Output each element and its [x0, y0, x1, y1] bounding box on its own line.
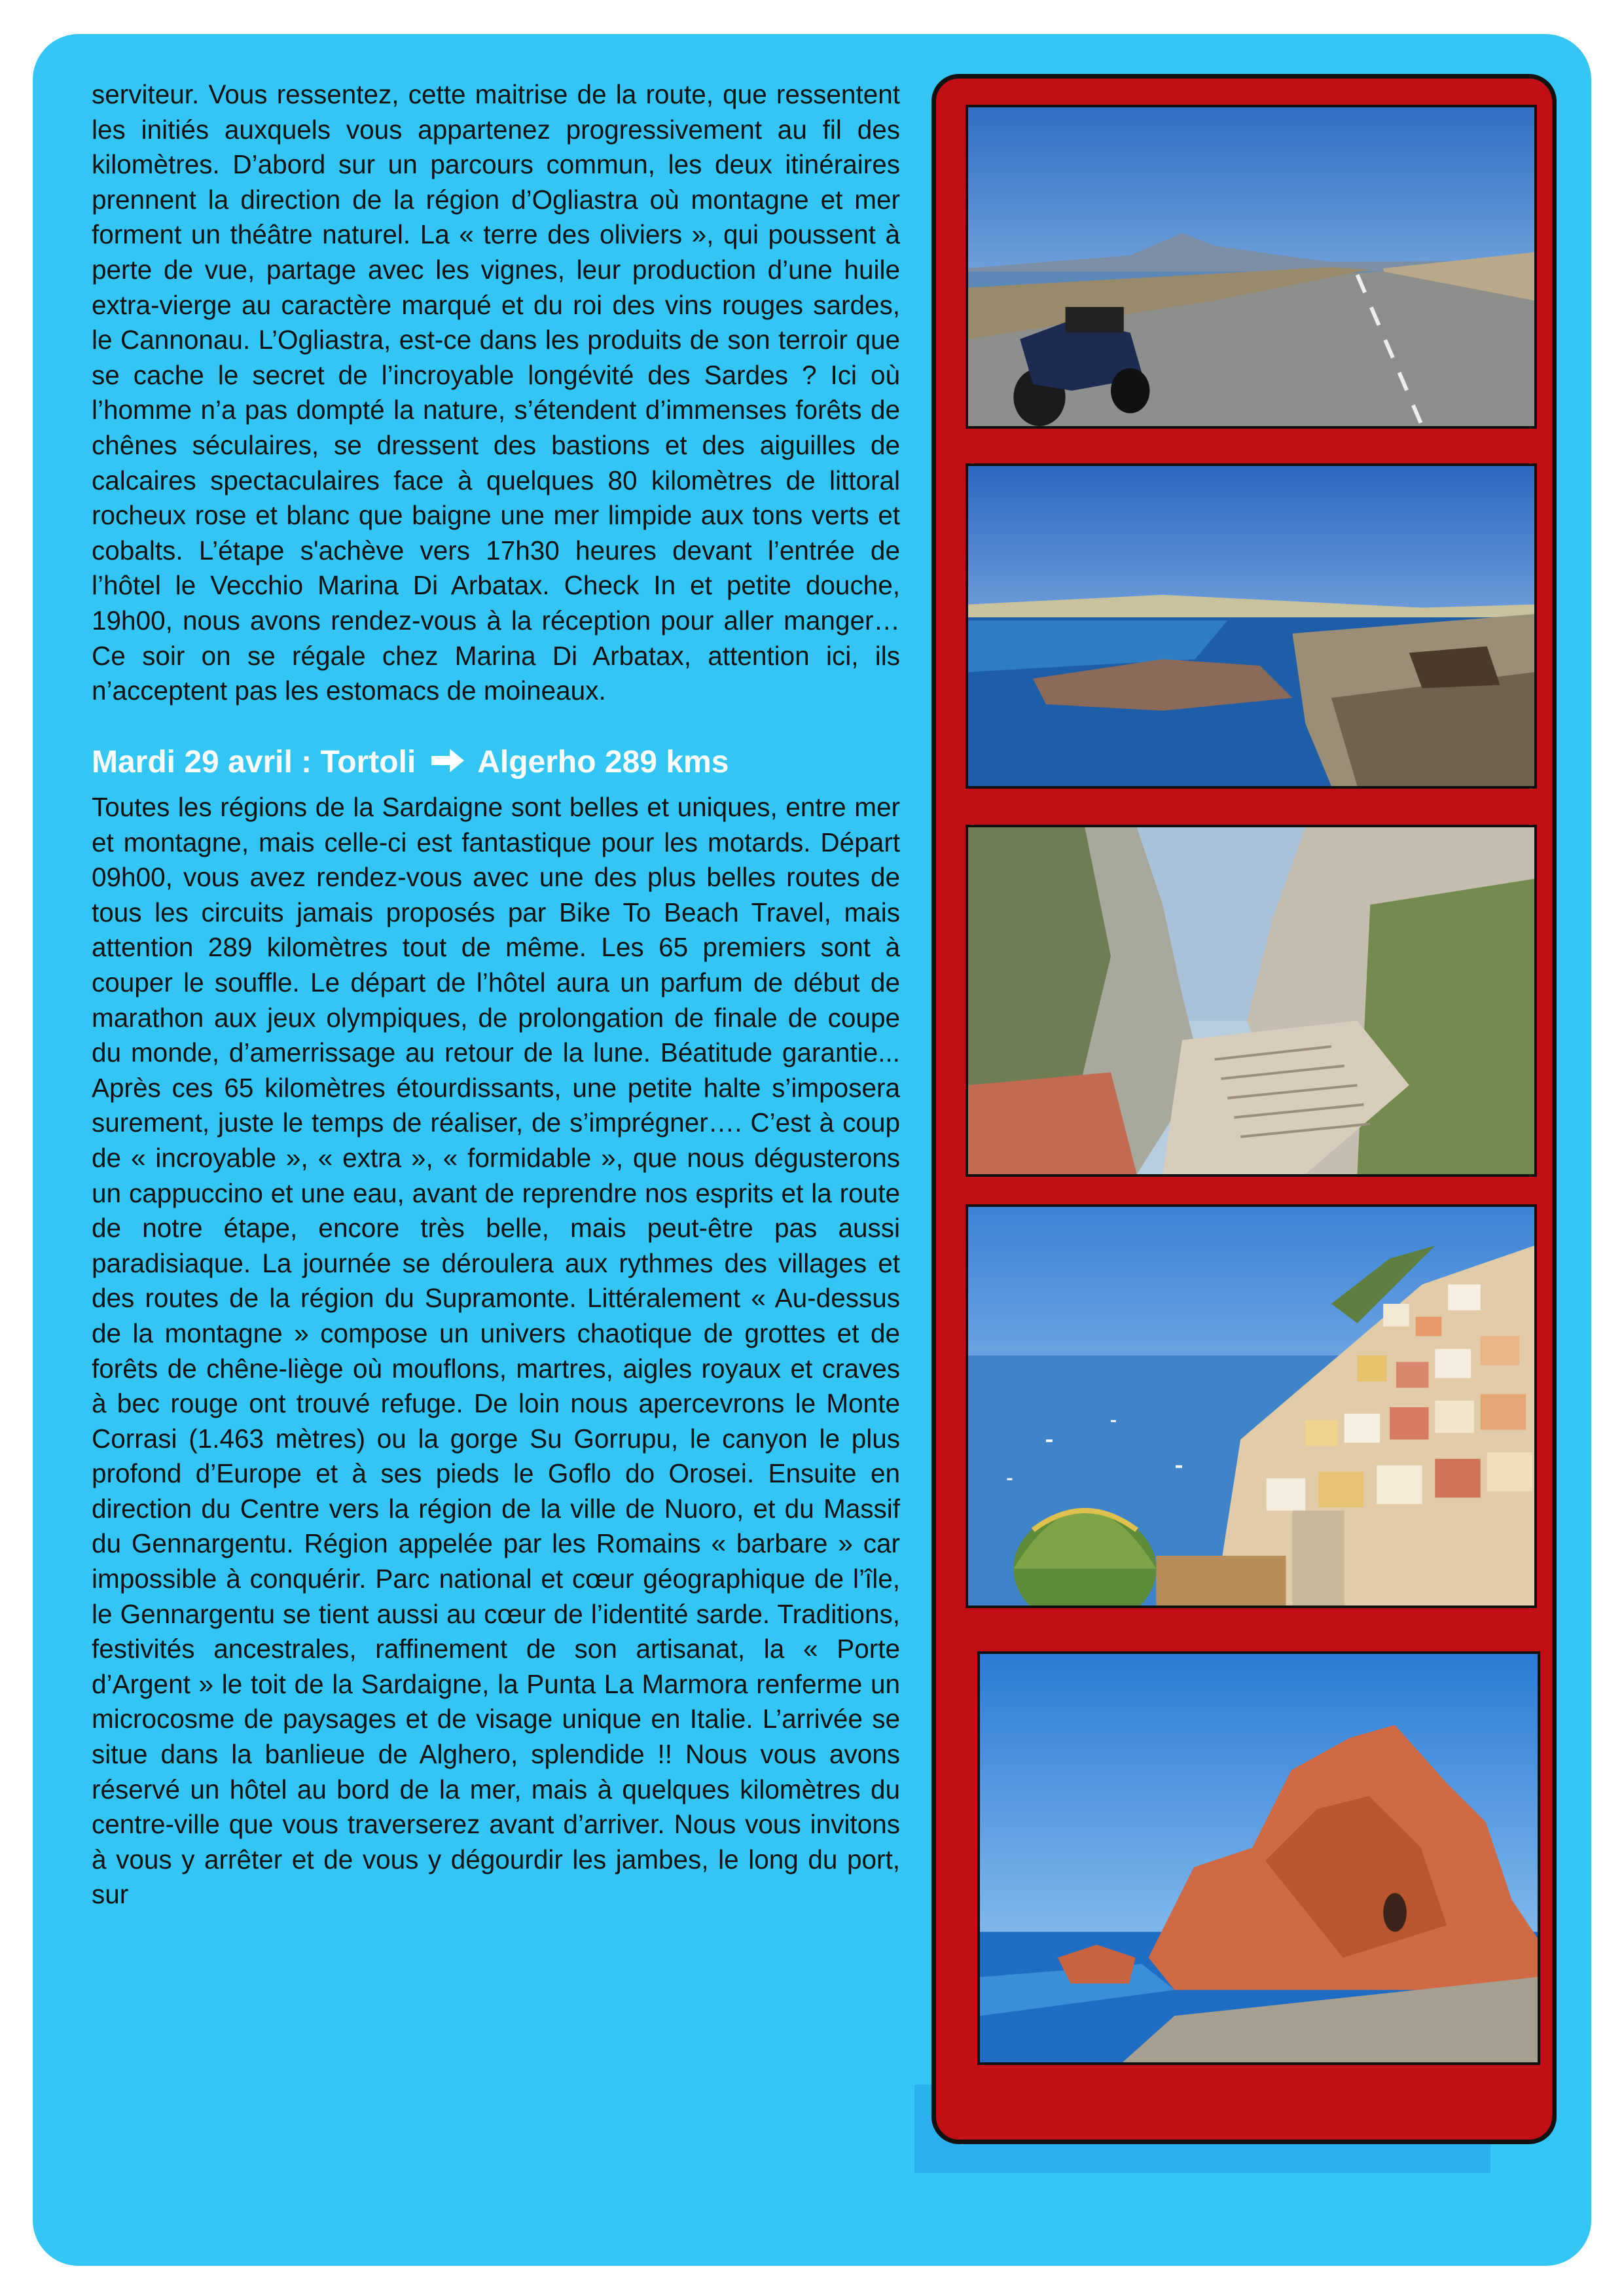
arrow-right-icon [430, 744, 465, 783]
day-heading [92, 743, 900, 783]
article-column [92, 77, 900, 1912]
photo-cliff-staircase [965, 825, 1537, 1177]
article-paragraph: Toutes les régions de la Sardaigne sont belles et uniques, entre mer et montagne, mais celle-ci est fantastique pour les motards. Départ 09h00, vous avez rendez-vous avec une des plus belles routes de tous les circuits jamais proposés par Bike To Beach Travel, mais attention 289 kilomètres tout de même. Les 65 premiers sont à couper le souffle. Le départ de l’hôtel aura un parfum de début de marathon aux jeux olympiques, de prolongation de finale de coupe du monde, d’amerrissage au retour de la lune. Béatitude garantie... Après ces 65 kilomètres étourdissants, une petite halte s’imposera surement, juste le temps de réaliser, de s’imprégner…. C’est à coup de « incroyable », « extra », « formidable », que nous dégusterons un cappuccino et une eau, avant de reprendre nos esprits et la route de notre étape, encore très belle, mais peut-être pas aussi paradisiaque. La journée se déroulera aux rythmes des villages et des routes de la région du Supramonte. Littéralement « Au-dessus de la montagne » compose un univers chaotique de grottes et de forêts de chêne-liège où mouflons, martres, aigles royaux et craves à bec rouge ont trouvé refuge. De loin nous apercevrons le Monte Corrasi (1.463 mètres) ou la gorge Su Gorrupu, le canyon le plus profond d’Europe et à ses pieds le Goflo do Orosei. Ensuite en direction du Centre vers la région de la ville de Nuoro, et du Massif du Gennargentu. Région appelée par les Romains « barbare » car impossible à conquérir. Parc national et cœur géographique de l’île, le Gennargentu se tient aussi au cœur de l’identité sarde. Traditions, festivités ancestrales, raffinement de son artisanat, la « Porte d’Argent » le toit de la Sardaigne, la Punta La Marmora renferme un microcosme de paysages et de visage unique en Italie. L’arrivée se situe dans la banlieue de Alghero, splendide !! Nous vous avons réservé un hôtel au bord de la mer, mais à quelques kilomètres du centre-ville que vous traverserez avant d’arriver. Nous vous invitons à vous y arrêter et de vous y dégourdir les jambes, le long du port, sur [92, 792, 900, 1910]
photo-rocky-coastline [965, 463, 1537, 789]
article-paragraph: serviteur. Vous ressentez, cette maitrise de la route, que ressentent les initiés auxquels vous appartenez progressivement au fil des kilomètres. D’abord sur un parcours commun, les deux itinéraires prennent la direction de la région d’Ogliastra où montagne et mer forment un théâtre naturel. La « terre des oliviers », qui poussent à perte de vue, partage avec les vignes, leur production d’une huile extra-vierge au caractère marqué et du roi des vins rouges sardes, le Cannonau. L’Ogliastra, est-ce dans les produits de son terroir que se cache le secret de l’incroyable longévité des Sardes ? Ici où l’homme n’a pas dompté la nature, s’étendent d’immenses forêts de chênes séculaires, se dressent des bastions et des aiguilles de calcaires spectaculaires face à quelques 80 kilomètres de littoral rocheux rose et blanc que baigne une mer limpide aux tons verts et cobalts. L’étape s'achève vers 17h30 heures devant l’entrée de l’hôtel le Vecchio Marina Di Arbatax. Check In et petite douche, 19h00, nous avons rendez-vous à la réception pour aller manger…Ce soir on se régale chez Marina Di Arbatax, attention ici, ils n’acceptent pas les estomacs de moineaux. [92, 79, 900, 706]
photo-motorcycle-coastal-road [965, 105, 1537, 429]
photo-red-rock-formation [977, 1651, 1540, 2065]
day-heading-start: Mardi 29 avril : Tortoli [92, 744, 416, 780]
day-heading-end: Algerho 289 kms [477, 744, 729, 780]
photo-colorful-hillside-village [965, 1204, 1537, 1608]
